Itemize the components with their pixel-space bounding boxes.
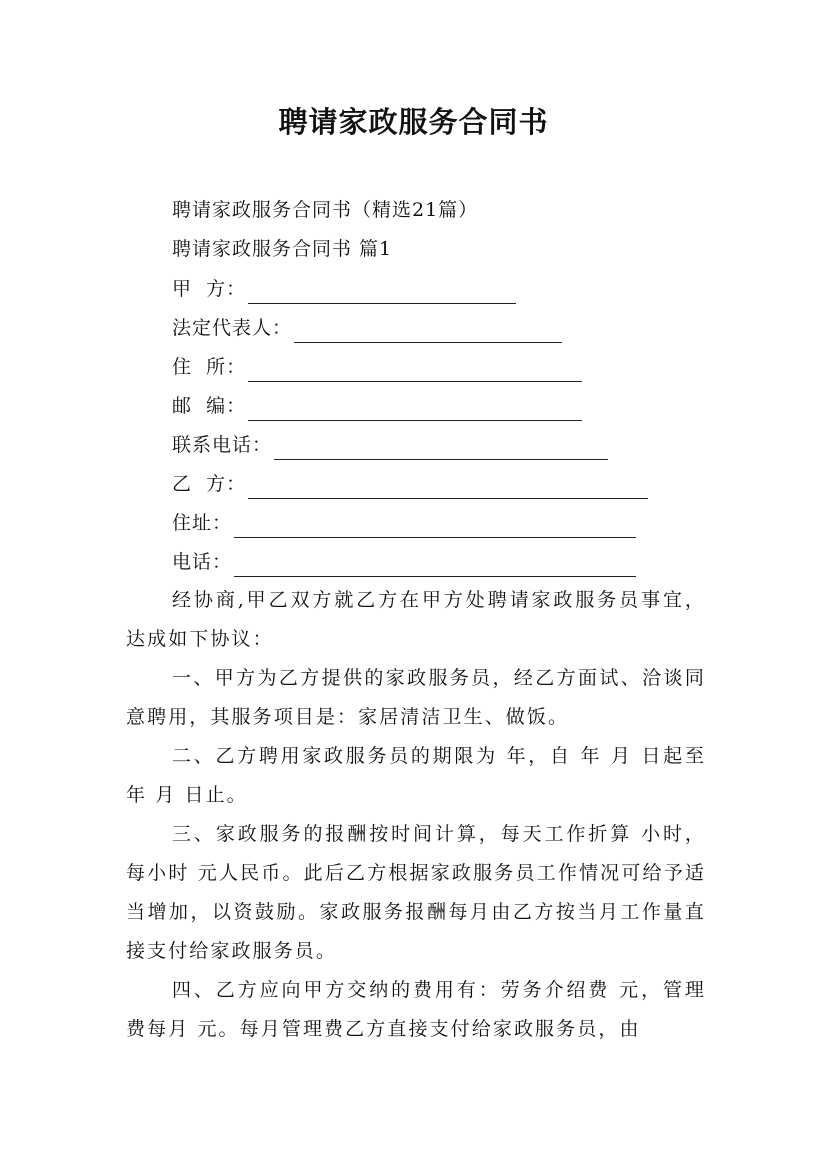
blank-line	[248, 398, 582, 421]
blank-line	[274, 437, 608, 460]
field-contact-phone	[172, 430, 608, 460]
blank-line	[248, 476, 648, 499]
field-label: 法定代表人：	[172, 317, 293, 339]
field-label: 联系电话：	[172, 434, 273, 456]
field-postcode	[172, 391, 582, 421]
blank-line	[248, 281, 516, 304]
field-address	[172, 508, 636, 538]
field-label: 乙 方：	[172, 473, 247, 495]
paragraph-clause-2: 二、乙方聘用家政服务员的期限为 年，自 年 月 日起至年 月 日止。	[126, 745, 706, 806]
field-label: 甲 方：	[172, 278, 247, 300]
paragraph-intro: 经协商,甲乙双方就乙方在甲方处聘请家政服务员事宜，达成如下协议：	[126, 589, 706, 650]
blank-line	[234, 515, 636, 538]
field-legal-representative	[172, 313, 562, 343]
field-label: 电话：	[172, 551, 233, 573]
blank-line	[294, 320, 562, 343]
document-title: 聘请家政服务合同书	[278, 105, 549, 139]
field-residence	[172, 352, 582, 382]
paragraph-clause-3: 三、家政服务的报酬按时间计算，每天工作折算 小时，每小时 元人民币。此后乙方根据家政服务员工作情况可给予适当增加，以资鼓励。家政服务报酬每月由乙方按当月工作量直接支付给家政服务员。	[126, 823, 706, 962]
blank-line	[234, 554, 636, 577]
document-subtitle: 聘请家政服务合同书（精选21篇）	[172, 199, 479, 221]
field-party-a	[172, 274, 516, 304]
field-label: 邮 编：	[172, 395, 247, 417]
paragraph-clause-1: 一、甲方为乙方提供的家政服务员，经乙方面试、洽谈同意聘用，其服务项目是：家居清洁卫生、做饭。	[126, 667, 706, 728]
field-party-b	[172, 469, 648, 499]
field-label: 住址：	[172, 512, 233, 534]
section-heading: 聘请家政服务合同书 篇1	[172, 238, 393, 260]
field-phone	[172, 547, 636, 577]
field-label: 住 所：	[172, 356, 247, 378]
blank-line	[248, 359, 582, 382]
paragraph-clause-4: 四、乙方应向甲方交纳的费用有：劳务介绍费 元，管理费每月 元。每月管理费乙方直接支付给家政服务员，由	[126, 979, 706, 1040]
